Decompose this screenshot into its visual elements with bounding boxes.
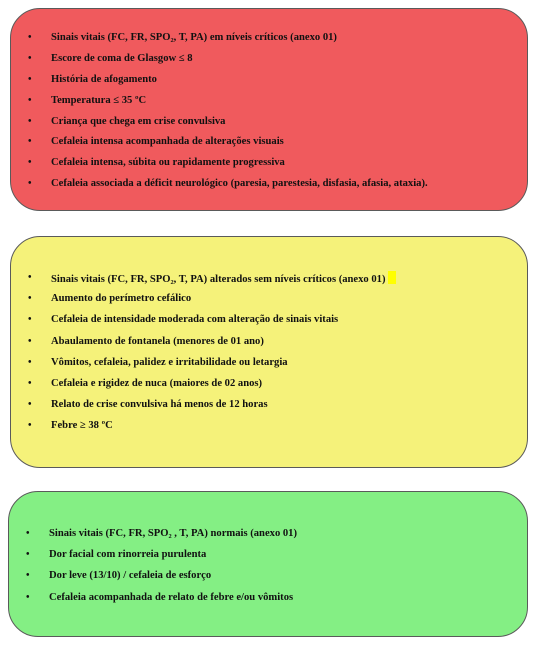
yellow-criterion-item xyxy=(28,292,396,313)
red-criterion-text: Cefaleia associada a déficit neurológico (paresia, parestesia, disfasia, afasia, ataxia). xyxy=(51,178,428,190)
red-criterion-text: Cefaleia intensa acompanhada de alterações visuais xyxy=(51,136,284,148)
bullet-icon: • xyxy=(28,115,32,127)
bullet-icon: • xyxy=(28,377,32,389)
red-criterion-item xyxy=(28,177,428,198)
red-criteria-list xyxy=(28,31,428,198)
green-criterion-text: Dor leve (13/10) / cefaleia de esforço xyxy=(49,570,212,582)
green-criteria-list xyxy=(26,527,297,612)
yellow-criterion-item xyxy=(28,419,396,440)
bullet-icon: • xyxy=(26,591,30,603)
bullet-icon: • xyxy=(28,272,32,283)
bullet-icon: • xyxy=(28,178,32,190)
green-criterion-text: Sinais vitais (FC, FR, SPO₂ , T, PA) normais (anexo 01) xyxy=(49,528,298,539)
green-criterion-text: Dor facial com rinorreia purulenta xyxy=(49,549,207,561)
bullet-icon: • xyxy=(28,157,32,169)
bullet-icon: • xyxy=(28,293,32,305)
red-criterion-text: Sinais vitais (FC, FR, SPO₂, T, PA) em níveis críticos (anexo 01) xyxy=(51,32,337,43)
yellow-criterion-item xyxy=(28,377,396,398)
green-criterion-item xyxy=(26,548,297,569)
yellow-criterion-item xyxy=(28,398,396,419)
red-criterion-item xyxy=(28,94,428,115)
bullet-icon: • xyxy=(26,528,30,539)
yellow-criterion-text: Vômitos, cefaleia, palidez e irritabilidade ou letargia xyxy=(51,356,288,368)
bullet-icon: • xyxy=(26,570,30,582)
green-criterion-text: Cefaleia acompanhada de relato de febre e/ou vômitos xyxy=(49,591,294,603)
bullet-icon: • xyxy=(28,356,32,368)
bullet-icon: • xyxy=(28,94,32,106)
text-highlight-mark xyxy=(388,271,396,284)
red-criterion-text: Cefaleia intensa, súbita ou rapidamente progressiva xyxy=(51,157,285,169)
yellow-criterion-item xyxy=(28,313,396,334)
yellow-criterion-item xyxy=(28,356,396,377)
red-priority-box xyxy=(10,8,528,211)
red-criterion-text: Escore de coma de Glasgow ≤ 8 xyxy=(51,52,193,64)
red-criterion-item xyxy=(28,31,428,52)
red-criterion-item xyxy=(28,135,428,156)
green-criterion-item xyxy=(26,527,297,548)
yellow-criterion-item xyxy=(28,335,396,356)
bullet-icon: • xyxy=(28,335,32,347)
yellow-criterion-text: Relato de crise convulsiva há menos de 12 horas xyxy=(51,399,268,411)
red-criterion-text: História de afogamento xyxy=(51,73,157,85)
bullet-icon: • xyxy=(28,32,32,43)
yellow-criteria-list xyxy=(28,271,396,441)
bullet-icon: • xyxy=(28,314,32,326)
bullet-icon: • xyxy=(26,549,30,561)
bullet-icon: • xyxy=(28,73,32,85)
yellow-priority-box xyxy=(10,236,528,468)
yellow-criterion-item xyxy=(28,271,396,292)
yellow-criterion-text: Aumento do perímetro cefálico xyxy=(51,293,192,305)
yellow-criterion-text: Febre ≥ 38 ºC xyxy=(51,420,113,432)
red-criterion-item xyxy=(28,52,428,73)
yellow-criterion-text: Cefaleia de intensidade moderada com alteração de sinais vitais xyxy=(51,314,339,326)
bullet-icon: • xyxy=(28,136,32,148)
yellow-criterion-text: Abaulamento de fontanela (menores de 01 ano) xyxy=(51,335,264,347)
red-criterion-text: Temperatura ≤ 35 ºC xyxy=(51,94,147,106)
green-criterion-item xyxy=(26,569,297,590)
red-criterion-item xyxy=(28,73,428,94)
red-criterion-text: Criança que chega em crise convulsiva xyxy=(51,115,226,127)
yellow-criterion-text: Cefaleia e rigidez de nuca (maiores de 02 anos) xyxy=(51,377,263,389)
bullet-icon: • xyxy=(28,420,32,432)
green-priority-box xyxy=(8,491,528,637)
red-criterion-item xyxy=(28,115,428,136)
yellow-criterion-text: Sinais vitais (FC, FR, SPO₂, T, PA) alterados sem níveis críticos (anexo 01) xyxy=(51,274,386,285)
bullet-icon: • xyxy=(28,52,32,64)
red-criterion-item xyxy=(28,156,428,177)
green-criterion-item xyxy=(26,591,297,612)
bullet-icon: • xyxy=(28,399,32,411)
